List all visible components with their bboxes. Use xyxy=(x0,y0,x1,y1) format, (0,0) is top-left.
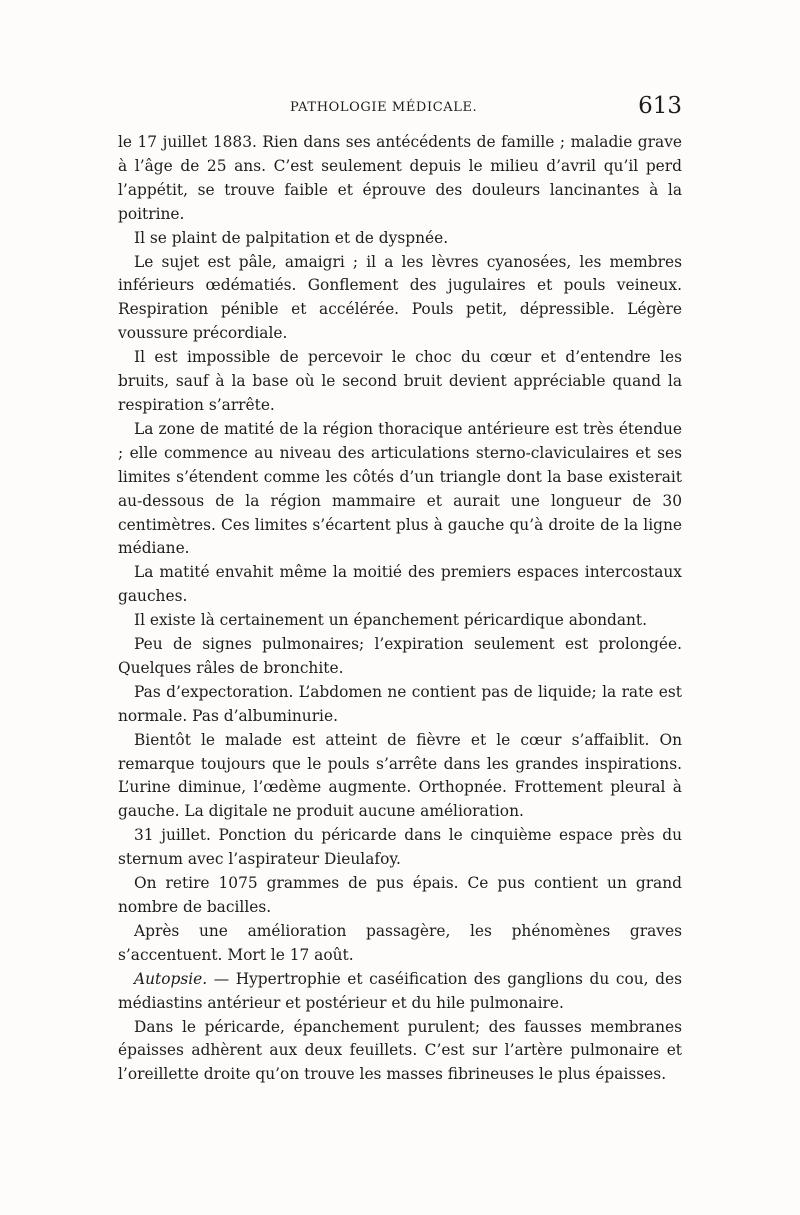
paragraph: Dans le péricarde, épanchement purulent; des fausses membranes épaisses adhèrent aux deux feuillets. C’est sur l’artère pulmonaire et l’oreillette droite qu’on trouve les masses fibrineuses le plus épaisses. xyxy=(118,1017,682,1084)
page-number: 613 xyxy=(638,93,682,119)
paragraph: Il existe là certainement un épanchement péricardique abondant. xyxy=(134,611,648,630)
paragraph: On retire 1075 grammes de pus épais. Ce pus contient un grand nombre de bacilles. xyxy=(118,874,682,916)
paragraph: Le sujet est pâle, amaigri ; il a les lèvres cyanosées, les membres inférieurs œdématiés. Gonflement des jugulaires et pouls veineux. Respiration pénible et accélérée. Pouls petit, dépressible. Légère voussure précordiale. xyxy=(118,252,682,343)
paragraph: Pas d’expectoration. L’abdomen ne contient pas de liquide; la rate est normale. Pas d’albuminurie. xyxy=(118,682,682,725)
body-text xyxy=(118,131,682,1087)
paragraph: Bientôt le malade est atteint de fièvre et le cœur s’affaiblit. On remarque toujours que le pouls s’arrête dans les grandes inspirations. L’urine diminue, l’œdème augmente. Orthopnée. Frottement pleural à gauche. La digitale ne produit aucune amélioration. xyxy=(118,730,682,821)
paragraph: La matité envahit même la moitié des premiers espaces intercostaux gauches. xyxy=(118,563,682,606)
paragraph: La zone de matité de la région thoracique antérieure est très étendue ; elle commence au niveau des articulations sterno-claviculaires et ses limites s’étendent comme les côtés d’un triangle dont la base existerait au-dessous de la région mammaire et aurait une longueur de 30 centimètres. Ces limites s’écartent plus à gauche qu’à droite de la ligne médiane. xyxy=(118,419,682,558)
autopsy-paragraph xyxy=(118,968,682,1016)
paragraph: Il est impossible de percevoir le choc du cœur et d’entendre les bruits, sauf à la base où le second bruit devient appréciable quand la respiration s’arrête. xyxy=(118,348,682,414)
paragraph: Après une amélioration passagère, les phénomènes graves s’accentuent. Mort le 17 août. xyxy=(118,921,682,964)
paragraph: 31 juillet. Ponction du péricarde dans le cinquième espace près du sternum avec l’aspirateur Dieulafoy. xyxy=(118,826,682,869)
paragraph: Peu de signes pulmonaires; l’expiration seulement est prolongée. Quelques râles de bronchite. xyxy=(118,635,682,677)
paragraph: Il se plaint de palpitation et de dyspnée. xyxy=(134,228,449,247)
autopsy-label: Autopsie. xyxy=(134,969,208,988)
running-head: PATHOLOGIE MÉDICALE. xyxy=(290,100,478,115)
page-header xyxy=(118,93,682,126)
paragraph: le 17 juillet 1883. Rien dans ses antécédents de famille ; maladie grave à l’âge de 25 ans. C’est seulement depuis le milieu d’avril qu’il perd l’appétit, se trouve faible et éprouve des douleurs lancinantes à la poitrine. xyxy=(118,133,682,223)
autopsy-text: — Hypertrophie et caséification des ganglions du cou, des médiastins antérieur et postérieur et du hile pulmonaire. xyxy=(118,969,682,1012)
